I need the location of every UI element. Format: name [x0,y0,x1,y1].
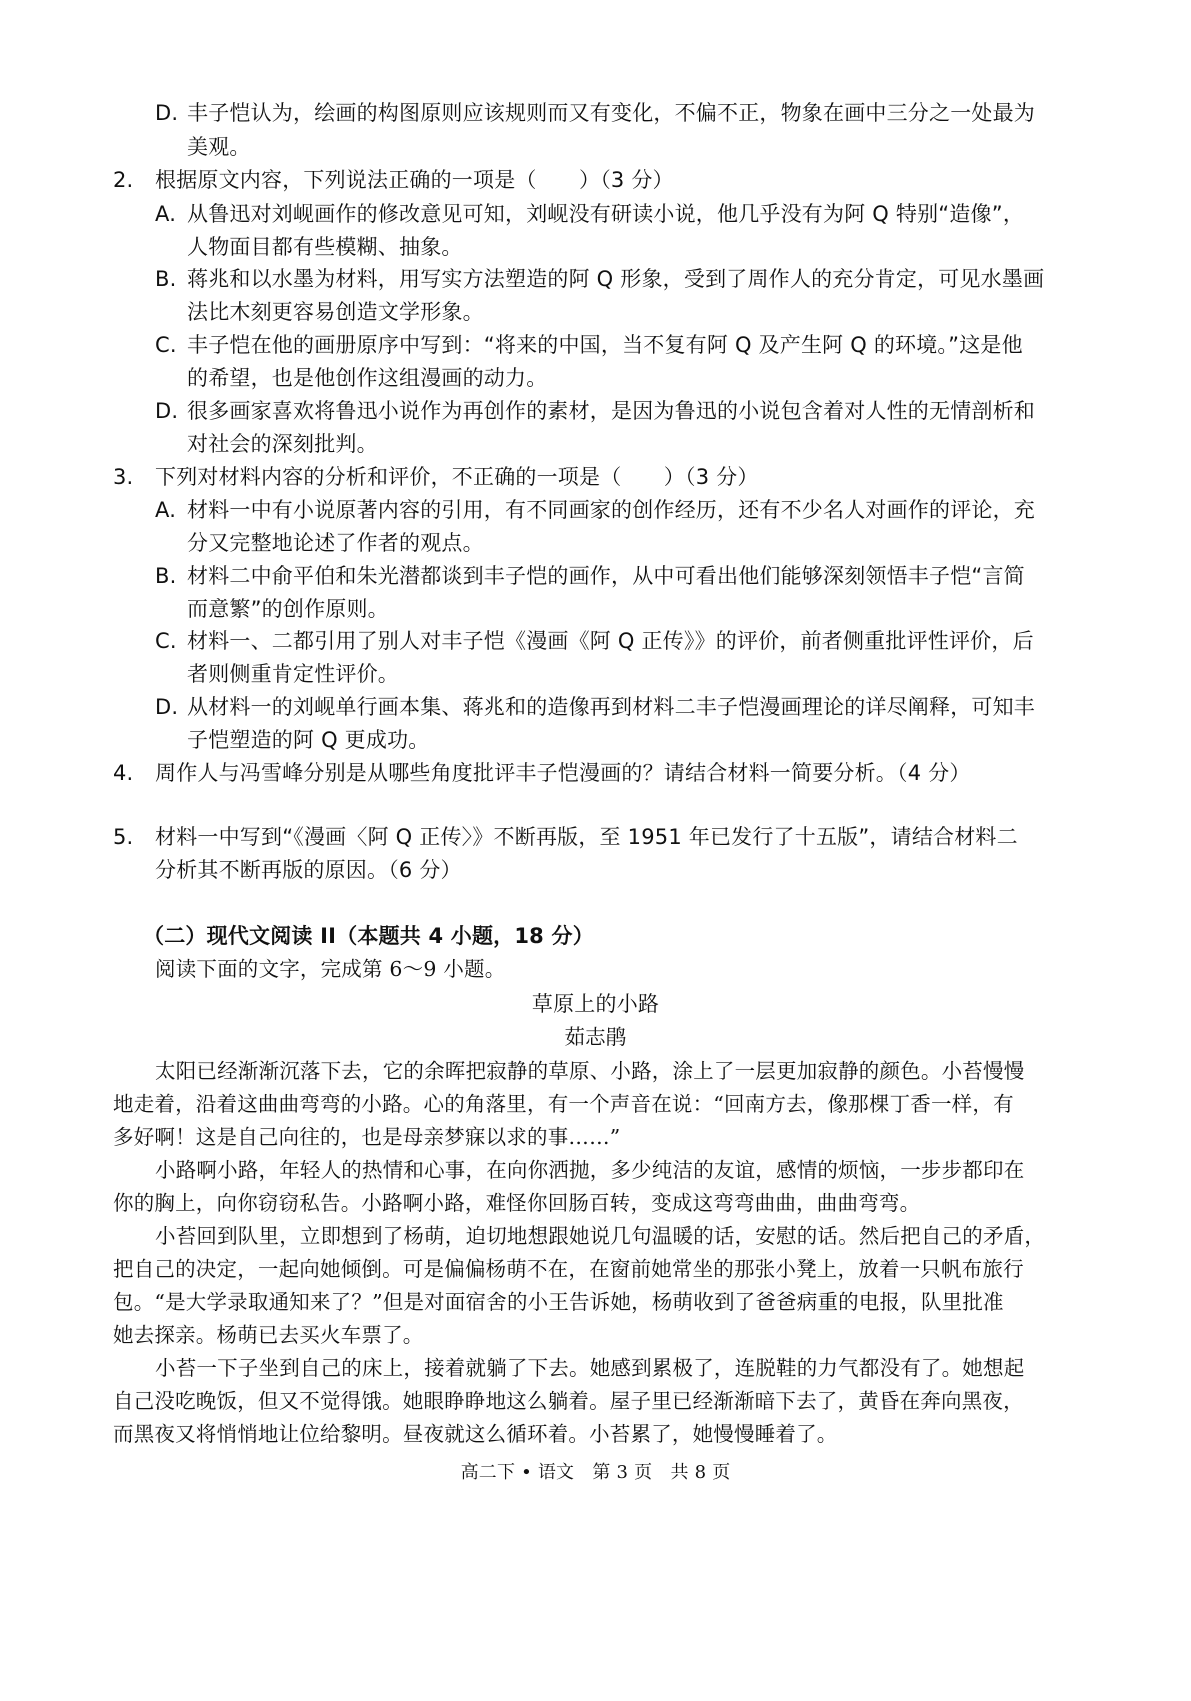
q5-line1: 材料一中写到“《漫画〈阿 Q 正传〉》不断再版，至 1951 年已发行了十五版”，请结合材料二 [155,825,1018,849]
passage-p1-line2: 地走着，沿着这曲曲弯弯的小路。心的角落里，有一个声音在说：“回南方去，像那棵丁香一样，有 [113,1092,1014,1116]
section-instruction: 阅读下面的文字，完成第 6～9 小题。 [155,957,506,981]
q5-line2: 分析其不断再版的原因。（6 分） [155,858,462,882]
q1-option-d-line1: 丰子恺认为，绘画的构图原则应该规则而又有变化，不偏不正，物象在画中三分之一处最为 [187,101,1035,125]
q2-stem: 根据原文内容，下列说法正确的一项是（ ）（3 分） [155,168,674,192]
q3-option-d-label: D. [155,695,179,719]
q2-option-a-line1: 从鲁迅对刘岘画作的修改意见可知，刘岘没有研读小说，他几乎没有为阿 Q 特别“造像”， [187,202,1025,226]
q3-option-c-line1: 材料一、二都引用了别人对丰子恺《漫画《阿 Q 正传》》的评价，前者侧重批评性评价，后 [187,629,1034,653]
q5-number: 5. [113,825,134,849]
passage-p4-line3: 而黑夜又将悄悄地让位给黎明。昼夜就这么循环着。小苔累了，她慢慢睡着了。 [113,1422,838,1446]
q3-option-a-line2: 分又完整地论述了作者的观点。 [187,531,484,555]
q2-number: 2. [113,168,134,192]
q2-option-d-label: D. [155,399,179,423]
passage-p3-line3: 包。“是大学录取通知来了？”但是对面宿舍的小王告诉她，杨萌收到了爸爸病重的电报，队里批准 [113,1290,1004,1314]
passage-p3-line2: 把自己的决定，一起向她倾倒。可是偏偏杨萌不在，在窗前她常坐的那张小凳上，放着一只帆布旅行 [113,1257,1024,1281]
q3-stem: 下列对材料内容的分析和评价，不正确的一项是（ ）（3 分） [155,465,759,489]
q2-option-c-label: C. [155,333,177,357]
q3-option-c-label: C. [155,629,177,653]
q3-option-d-line1: 从材料一的刘岘单行画本集、蒋兆和的造像再到材料二丰子恺漫画理论的详尽阐释，可知丰 [187,695,1035,719]
q3-option-b-line2: 而意繁”的创作原则。 [187,597,389,621]
q3-option-b-label: B. [155,564,177,588]
passage-p1-line1: 太阳已经渐渐沉落下去，它的余晖把寂静的草原、小路，涂上了一层更加寂静的颜色。小苔慢慢 [155,1059,1025,1083]
q1-option-d-line2: 美观。 [187,135,251,159]
q3-number: 3. [113,465,134,489]
q3-option-c-line2: 者则侧重肯定性评价。 [187,662,399,686]
passage-p4-line2: 自己没吃晚饭，但又不觉得饿。她眼睁睁地这么躺着。屋子里已经渐渐暗下去了，黄昏在奔向黑夜， [113,1389,1024,1413]
q3-option-b-line1: 材料二中俞平伯和朱光潜都谈到丰子恺的画作，从中可看出他们能够深刻领悟丰子恺“言简 [187,564,1025,588]
q4-stem: 周作人与冯雪峰分别是从哪些角度批评丰子恺漫画的？请结合材料一简要分析。（4 分） [155,761,971,785]
section-heading: （二）现代文阅读 II（本题共 4 小题，18 分） [143,924,594,948]
passage-p3-line4: 她去探亲。杨萌已去买火车票了。 [113,1323,424,1347]
q2-option-b-label: B. [155,267,177,291]
q2-option-a-label: A. [155,202,177,226]
passage-p4-line1: 小苔一下子坐到自己的床上，接着就躺了下去。她感到累极了，连脱鞋的力气都没有了。她想起 [155,1356,1025,1380]
passage-p2-line1: 小路啊小路，年轻人的热情和心事，在向你洒抛，多少纯洁的友谊，感情的烦恼，一步步都印在 [155,1158,1025,1182]
q2-option-b-line1: 蒋兆和以水墨为材料，用写实方法塑造的阿 Q 形象，受到了周作人的充分肯定，可见水墨画 [187,267,1045,291]
q2-option-d-line2: 对社会的深刻批判。 [187,432,378,456]
passage-author: 茹志鹃 [564,1025,627,1049]
q2-option-d-line1: 很多画家喜欢将鲁迅小说作为再创作的素材，是因为鲁迅的小说包含着对人性的无情剖析和 [187,399,1035,423]
q2-option-b-line2: 法比木刻更容易创造文学形象。 [187,300,484,324]
passage-p3-line1: 小苔回到队里，立即想到了杨萌，迫切地想跟她说几句温暖的话，安慰的话。然后把自己的矛盾， [155,1224,1046,1248]
q2-option-c-line1: 丰子恺在他的画册原序中写到：“将来的中国，当不复有阿 Q 及产生阿 Q 的环境。”这是他 [187,333,1023,357]
q3-option-a-line1: 材料一中有小说原著内容的引用，有不同画家的创作经历，还有不少名人对画作的评论，充 [187,498,1035,522]
q1-option-d-label: D. [155,101,179,125]
q2-option-c-line2: 的希望，也是他创作这组漫画的动力。 [187,366,548,390]
q2-option-a-line2: 人物面目都有些模糊、抽象。 [187,235,463,259]
passage-p1-line3: 多好啊！这是自己向往的，也是母亲梦寐以求的事……” [113,1125,621,1149]
page-footer: 高二下 • 语文 第 3 页 共 8 页 [460,1462,731,1483]
passage-title: 草原上的小路 [531,992,660,1016]
passage-p2-line2: 你的胸上，向你窃窃私告。小路啊小路，难怪你回肠百转，变成这弯弯曲曲，曲曲弯弯。 [113,1191,921,1215]
q3-option-a-label: A. [155,498,177,522]
q4-number: 4. [113,761,134,785]
q3-option-d-line2: 子恺塑造的阿 Q 更成功。 [187,728,430,752]
